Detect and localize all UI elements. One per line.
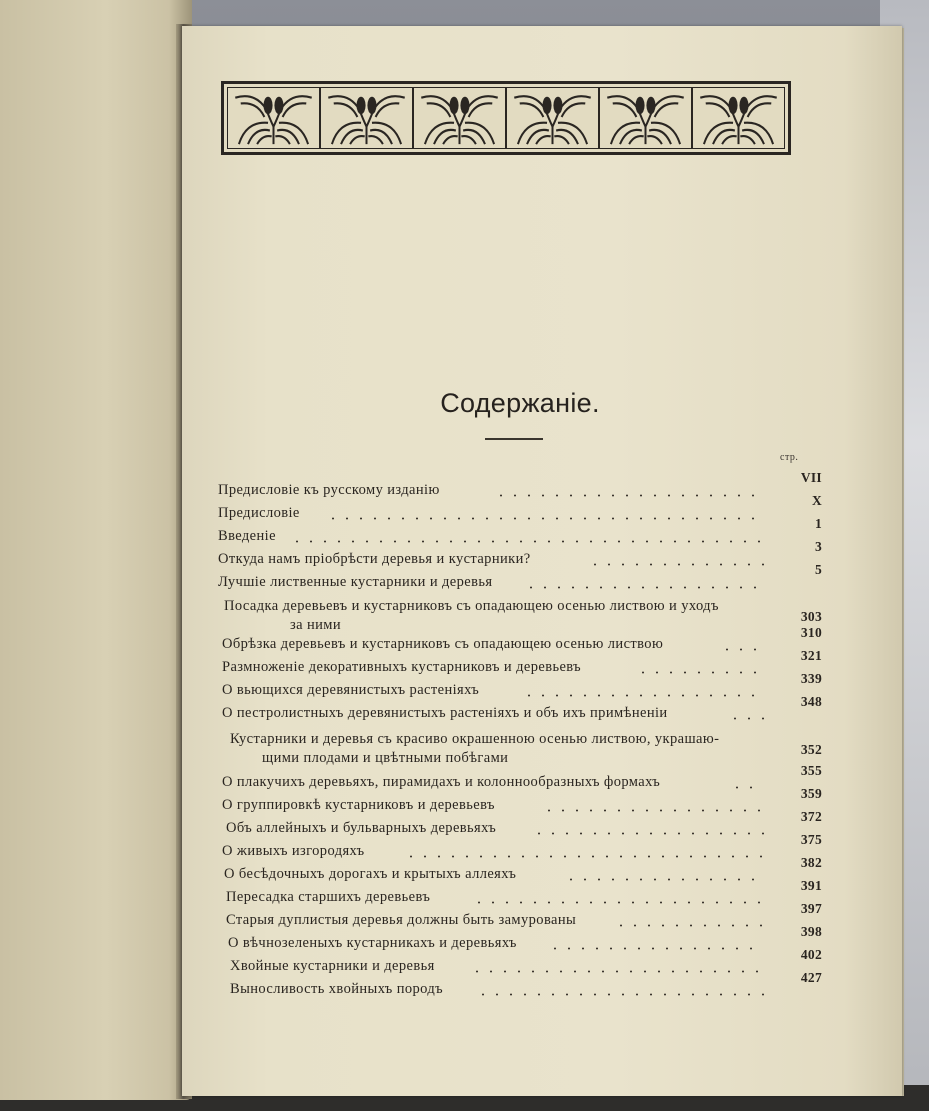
toc-entry-title: О вьющихся деревянистыхъ растеніяхъ	[222, 682, 480, 698]
toc-entry-title: Предисловіе	[218, 505, 300, 521]
toc-entry-title: О пестролистныхъ деревянистыхъ растеніяхъ и объ ихъ примѣненіи	[222, 705, 668, 721]
page-column-header: стр.	[780, 452, 799, 463]
toc-entry-title: Объ аллейныхъ и бульварныхъ деревьяхъ	[226, 820, 497, 836]
toc-entry-page-number: 339	[800, 671, 822, 686]
art-nouveau-leaf-icon	[414, 88, 507, 148]
toc-leader-dots	[730, 786, 764, 789]
toc-entry-title: Хвойные кустарники и деревья	[230, 958, 435, 974]
toc-leader-dots	[494, 494, 764, 497]
toc-leader-dots	[542, 809, 764, 812]
toc-leader-dots	[470, 970, 764, 973]
toc-entry-title: О живыхъ изгородяхъ	[222, 843, 365, 859]
toc-leader-dots	[588, 563, 764, 566]
toc-entry-title: Кустарники и деревья съ красиво окрашенною осенью листвою, украшаю-	[230, 731, 720, 747]
toc-entry-page-number: 402	[800, 947, 822, 962]
toc-entry-page-number: 359	[800, 786, 822, 801]
toc-leader-dots	[290, 540, 764, 543]
toc-leader-dots	[564, 878, 764, 881]
title-divider	[485, 438, 543, 440]
toc-entry-page-number: 310	[800, 625, 822, 640]
ornamental-header-band	[221, 81, 791, 155]
toc-entry-title-continuation: за ними	[290, 617, 342, 633]
art-nouveau-leaf-icon	[507, 88, 600, 148]
toc-entry-page-number: 3	[814, 539, 822, 554]
toc-entry-page-number: 427	[800, 970, 822, 985]
toc-entry-title: Размноженіе декоративныхъ кустарниковъ и деревьевъ	[222, 659, 582, 675]
left-page	[0, 0, 192, 1100]
toc-entry-page-number: 348	[800, 694, 822, 709]
toc-leader-dots	[614, 924, 764, 927]
toc-leader-dots	[404, 855, 764, 858]
toc-entry-page-number: X	[811, 493, 822, 508]
ornament-frame	[227, 87, 785, 149]
toc-entry-title: Посадка деревьевъ и кустарниковъ съ опадающею осенью листвою и уходъ	[224, 598, 719, 614]
toc-leader-dots	[326, 517, 764, 520]
toc-entry-title: Старыя дуплистыя деревья должны быть замурованы	[226, 912, 577, 928]
toc-entry-page-number: 1	[814, 516, 822, 531]
toc-entry-page-number: 355	[800, 763, 822, 778]
toc-entry-page-number: 5	[814, 562, 822, 577]
toc-entry-title-continuation: щими плодами и цвѣтными побѣгами	[262, 750, 509, 766]
toc-entry-title: О бесѣдочныхъ дорогахъ и крытыхъ аллеяхъ	[224, 866, 517, 882]
toc-entry-title: Лучшіе лиственные кустарники и деревья	[218, 574, 493, 590]
page-title: Содержаніе.	[440, 388, 600, 418]
art-nouveau-leaf-icon	[693, 88, 784, 148]
toc-leader-dots	[720, 648, 764, 651]
toc-entry-title: Выносливость хвойныхъ породъ	[230, 981, 444, 997]
toc-entry-title: Обрѣзка деревьевъ и кустарниковъ съ опадающею осенью листвою	[222, 636, 664, 652]
toc-leader-dots	[524, 586, 764, 589]
toc-entry-page-number: 372	[800, 809, 822, 824]
toc-leader-dots	[728, 717, 764, 720]
toc-entry-title: Пересадка старшихъ деревьевъ	[226, 889, 431, 905]
toc-entry-page-number: 321	[800, 648, 822, 663]
toc-entry-title: Откуда намъ пріобрѣсти деревья и кустарники?	[218, 551, 531, 567]
toc-entry-page-number: 398	[800, 924, 822, 939]
art-nouveau-leaf-icon	[228, 88, 321, 148]
toc-entry-page-number: 352	[800, 742, 822, 757]
toc-leader-dots	[476, 993, 764, 996]
art-nouveau-leaf-icon	[600, 88, 693, 148]
art-nouveau-leaf-icon	[321, 88, 414, 148]
toc-entry-title: О вѣчнозеленыхъ кустарникахъ и деревьяхъ	[228, 935, 517, 951]
toc-entry-title: О группировкѣ кустарниковъ и деревьевъ	[222, 797, 495, 813]
toc-entry-title: Введеніе	[218, 528, 276, 544]
toc-entry-page-number: VII	[800, 470, 822, 485]
toc-entry-page-number: 397	[800, 901, 822, 916]
toc-entry-title: Предисловіе къ русскому изданію	[218, 482, 440, 498]
toc-entry-page-number: 303	[800, 609, 822, 624]
toc-leader-dots	[522, 694, 764, 697]
toc-entry-page-number: 382	[800, 855, 822, 870]
toc-entry-page-number: 391	[800, 878, 822, 893]
toc-leader-dots	[532, 832, 764, 835]
toc-leader-dots	[636, 671, 764, 674]
toc-entry-page-number: 375	[800, 832, 822, 847]
toc-leader-dots	[548, 947, 764, 950]
toc-leader-dots	[472, 901, 764, 904]
toc-entry-title: О плакучихъ деревьяхъ, пирамидахъ и колоннообразныхъ формахъ	[222, 774, 661, 790]
